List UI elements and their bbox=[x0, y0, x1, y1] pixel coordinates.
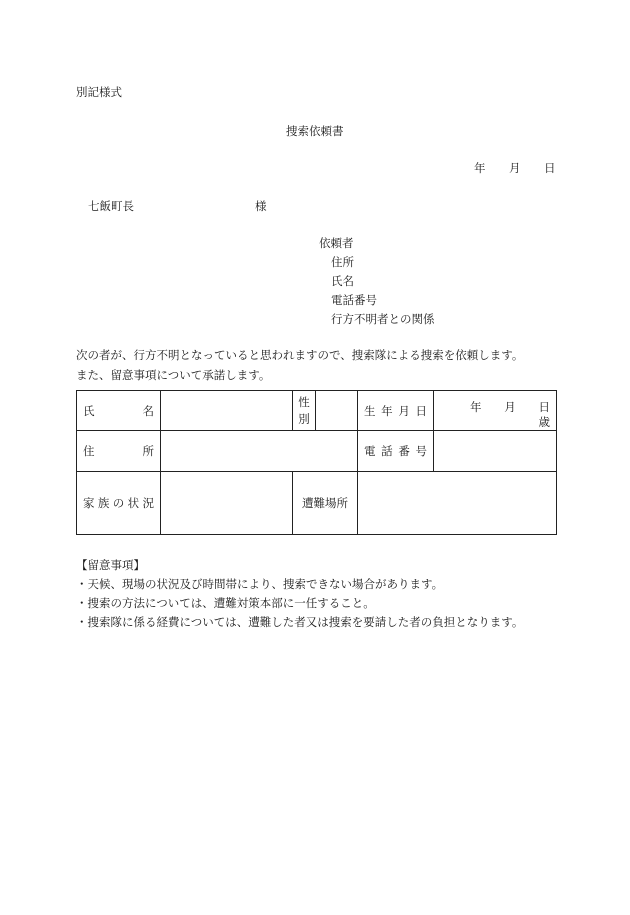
request-statement: 次の者が、行方不明となっていると思われますので、捜索隊による捜索を依頼します。 bbox=[76, 348, 524, 362]
birth-label-char: 年 bbox=[381, 403, 393, 418]
consent-statement: また、留意事項について承諾します。 bbox=[76, 368, 271, 382]
addressee-honorific: 様 bbox=[255, 199, 267, 213]
family-label-char: 況 bbox=[142, 496, 154, 510]
note-item: ・天候、現場の状況及び時間帯により、捜索できない場合があります。 bbox=[76, 577, 444, 591]
birth-label-char: 月 bbox=[398, 403, 410, 418]
name-label-cell bbox=[77, 391, 161, 431]
address-label-cell bbox=[77, 431, 161, 472]
address-label-char: 住 bbox=[83, 444, 95, 458]
requester-heading: 依頼者 bbox=[319, 236, 354, 250]
family-label-char: 家 bbox=[83, 496, 95, 510]
age-label: 歳 bbox=[538, 415, 550, 429]
phone-label-char: 号 bbox=[415, 444, 427, 458]
note-item: ・捜索隊に係る経費については、遭難した者又は捜索を要請した者の負担となります。 bbox=[76, 615, 524, 629]
phone-value-cell[interactable] bbox=[434, 431, 557, 472]
phone-label-cell bbox=[358, 431, 434, 472]
requester-address-label: 住所 bbox=[331, 255, 354, 269]
name-value-cell[interactable] bbox=[161, 391, 293, 431]
family-label-char: 状 bbox=[127, 496, 140, 510]
date-day-label: 日 bbox=[544, 161, 556, 175]
missing-person-table bbox=[76, 390, 557, 535]
location-label: 遭難場所 bbox=[302, 496, 348, 510]
sex-label-char: 性 bbox=[298, 394, 310, 409]
phone-label-char: 電 bbox=[364, 444, 376, 458]
birth-value-cell[interactable] bbox=[434, 391, 557, 431]
sex-label-char: 別 bbox=[298, 411, 310, 426]
family-label-char: の bbox=[112, 496, 125, 510]
name-label-char: 名 bbox=[142, 403, 154, 418]
family-value-cell[interactable] bbox=[161, 472, 293, 535]
family-label-cell bbox=[77, 472, 161, 535]
requester-name-label: 氏名 bbox=[331, 274, 354, 288]
birth-month-label: 月 bbox=[504, 400, 516, 414]
name-label-char: 氏 bbox=[83, 403, 95, 418]
phone-label-char: 番 bbox=[398, 444, 410, 458]
addressee-name: 七飯町長 bbox=[88, 199, 134, 213]
birth-label-char: 生 bbox=[364, 403, 376, 418]
requester-phone-label: 電話番号 bbox=[331, 293, 377, 307]
birth-label-char: 日 bbox=[415, 403, 427, 418]
phone-label-char: 話 bbox=[381, 444, 393, 458]
birth-day-label: 日 bbox=[538, 400, 550, 414]
sex-label-cell bbox=[293, 391, 316, 431]
sex-value-cell[interactable] bbox=[316, 391, 358, 431]
location-value-cell[interactable] bbox=[358, 472, 557, 535]
form-label: 別記様式 bbox=[76, 85, 122, 99]
document-title: 捜索依頼書 bbox=[286, 124, 344, 138]
birth-year-label: 年 bbox=[470, 400, 482, 414]
birth-label-cell bbox=[358, 391, 434, 431]
address-value-cell[interactable] bbox=[161, 431, 358, 472]
note-item: ・捜索の方法については、遭難対策本部に一任すること。 bbox=[76, 596, 375, 610]
date-month-label: 月 bbox=[509, 161, 521, 175]
date-year-label: 年 bbox=[474, 161, 486, 175]
family-label-char: 族 bbox=[97, 496, 110, 510]
location-label-cell bbox=[293, 472, 358, 535]
requester-relation-label: 行方不明者との関係 bbox=[331, 312, 435, 326]
notes-heading: 【留意事項】 bbox=[76, 558, 145, 572]
address-label-char: 所 bbox=[142, 444, 154, 458]
